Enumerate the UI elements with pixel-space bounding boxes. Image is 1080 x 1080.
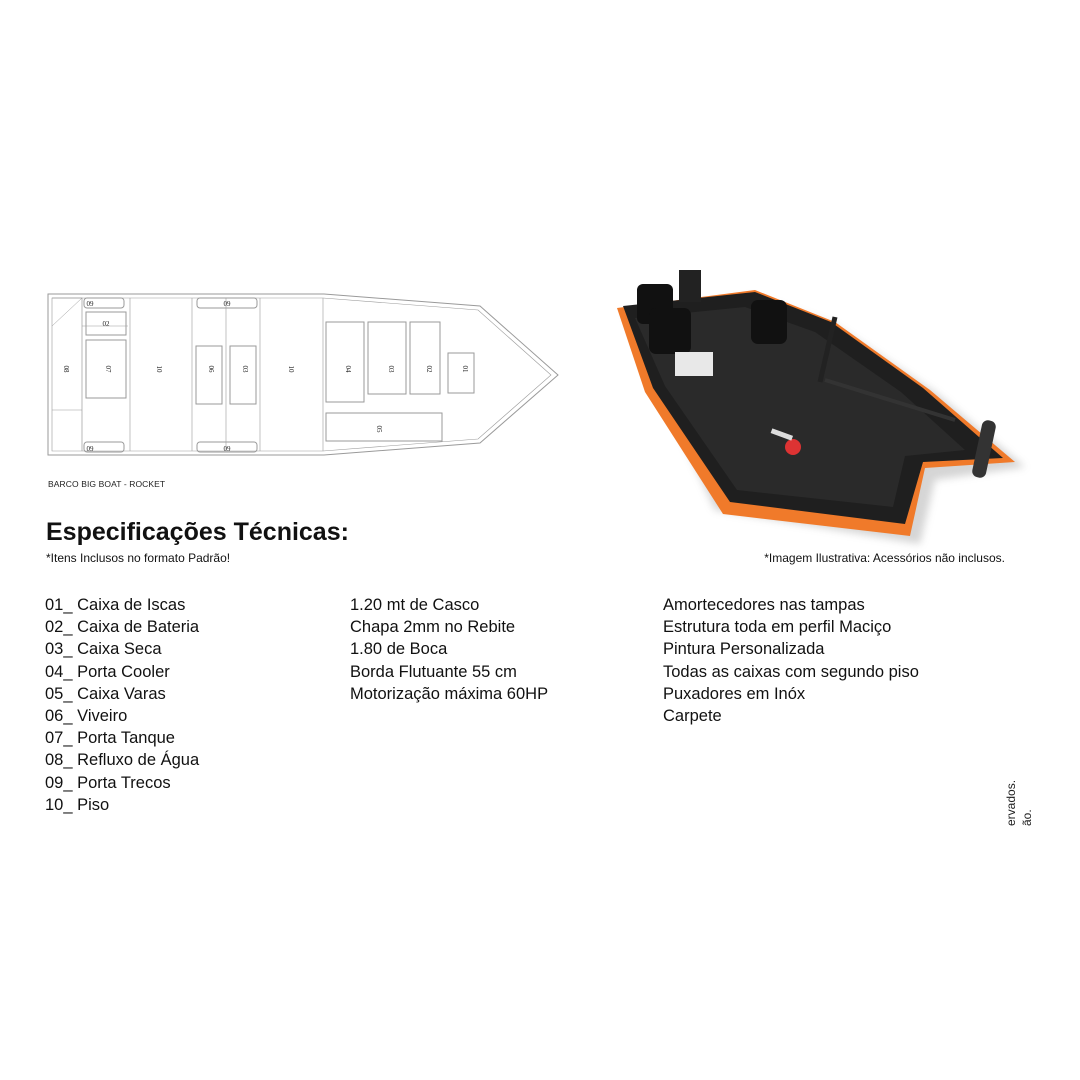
compartment-list bbox=[45, 594, 199, 816]
list-item: 1.20 mt de Casco bbox=[350, 596, 480, 614]
list-item: 09_ Porta Trecos bbox=[45, 773, 171, 792]
list-item: 04_ Porta Cooler bbox=[45, 662, 170, 681]
list-item: 08_ Refluxo de Água bbox=[45, 751, 200, 770]
seat bbox=[751, 300, 787, 344]
list-item: Borda Flutuante 55 cm bbox=[350, 662, 517, 681]
box-05 bbox=[326, 413, 442, 441]
label-02b: 02 bbox=[425, 365, 433, 373]
motor bbox=[679, 270, 701, 302]
label-08: 08 bbox=[62, 365, 70, 373]
label-01: 01 bbox=[461, 365, 469, 373]
list-item: Chapa 2mm no Rebite bbox=[350, 618, 516, 637]
box-03b bbox=[368, 322, 406, 394]
label-05: 05 bbox=[375, 425, 383, 433]
list-item: 1.80 de Boca bbox=[350, 640, 448, 659]
label-09-top-left: 09 bbox=[86, 300, 94, 308]
list-item: Pintura Personalizada bbox=[663, 640, 825, 659]
label-03b: 03 bbox=[387, 365, 395, 373]
seat bbox=[649, 308, 691, 354]
console-box bbox=[675, 352, 713, 376]
side-text-line2: ão. bbox=[1020, 809, 1034, 826]
list-item: Estrutura toda em perfil Maciço bbox=[663, 618, 892, 637]
list-item: 03_ Caixa Seca bbox=[45, 640, 162, 659]
list-item: 07_ Porta Tanque bbox=[45, 729, 175, 748]
list-item: 06_ Viveiro bbox=[45, 707, 128, 726]
box-02b bbox=[410, 322, 440, 394]
label-09-top-mid: 09 bbox=[223, 300, 231, 308]
boat-illustration bbox=[605, 262, 1045, 552]
list-item: 05_ Caixa Varas bbox=[45, 684, 166, 703]
list-item: 10_ Piso bbox=[45, 795, 110, 814]
label-09-bot-left: 09 bbox=[86, 445, 94, 453]
list-item: Puxadores em Inóx bbox=[663, 684, 806, 703]
hull-spec-list bbox=[350, 594, 548, 705]
label-02: 02 bbox=[102, 320, 110, 328]
list-item: 02_ Caixa de Bateria bbox=[45, 618, 200, 637]
illustrative-image-note: *Imagem Ilustrativa: Acessórios não inclusos. bbox=[764, 551, 1005, 565]
page-title: Especificações Técnicas: bbox=[46, 518, 349, 546]
list-item: Motorização máxima 60HP bbox=[350, 684, 549, 703]
features-list bbox=[663, 594, 919, 727]
box-03a bbox=[230, 346, 256, 404]
list-item: 01_ Caixa de Iscas bbox=[45, 596, 186, 614]
included-items-note: *Itens Inclusos no formato Padrão! bbox=[46, 551, 231, 565]
label-04: 04 bbox=[344, 365, 352, 373]
boat-plan-svg bbox=[44, 262, 564, 507]
label-09-bot-mid: 09 bbox=[223, 445, 231, 453]
list-item: Amortecedores nas tampas bbox=[663, 596, 865, 614]
label-10b: 10 bbox=[287, 365, 295, 373]
label-07: 07 bbox=[104, 365, 112, 373]
label-06: 06 bbox=[207, 365, 215, 373]
box-04 bbox=[326, 322, 364, 402]
label-10a: 10 bbox=[155, 365, 163, 373]
box-01 bbox=[448, 353, 474, 393]
list-item: Todas as caixas com segundo piso bbox=[663, 662, 919, 681]
box-06 bbox=[196, 346, 222, 404]
label-03a: 03 bbox=[241, 365, 249, 373]
side-text-line1: ervados. bbox=[1004, 779, 1018, 826]
boat-plan-drawing bbox=[44, 262, 564, 507]
boat-illustration-svg bbox=[605, 262, 1045, 552]
plan-caption: BARCO BIG BOAT - ROCKET bbox=[48, 479, 166, 489]
list-item: Carpete bbox=[663, 707, 722, 726]
hull-outline bbox=[48, 294, 558, 455]
